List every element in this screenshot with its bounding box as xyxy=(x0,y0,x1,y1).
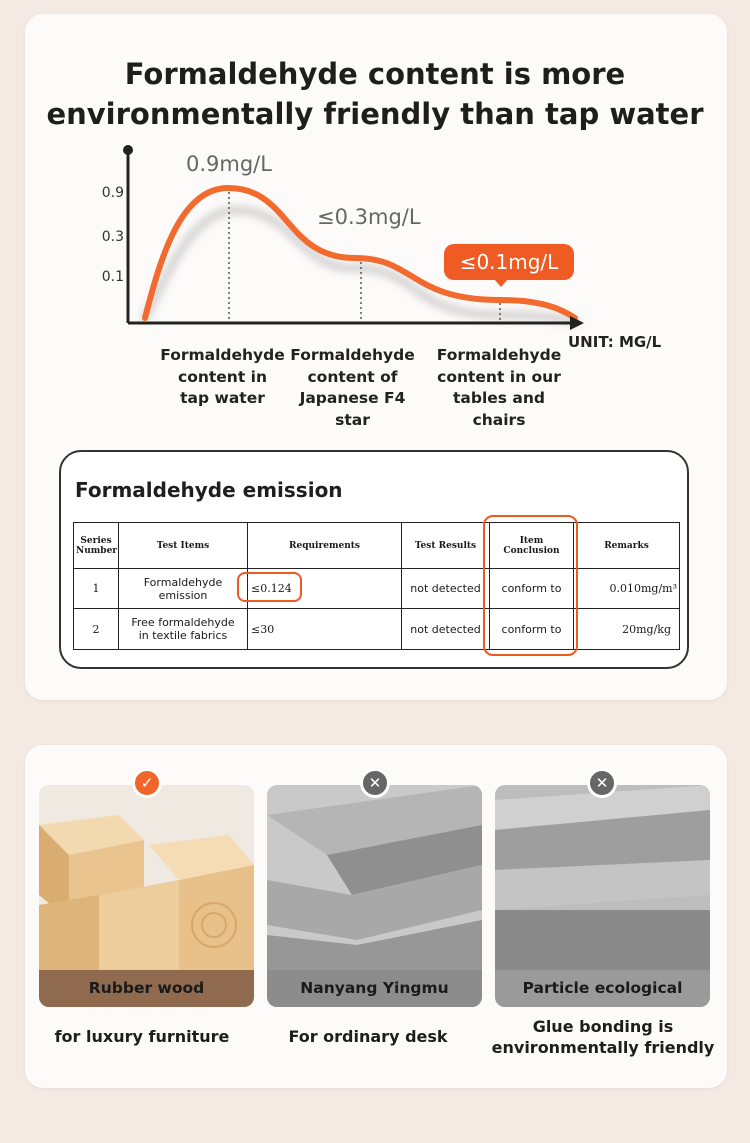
cross-icon: ✕ xyxy=(360,768,390,798)
y-tick-0-9: 0.9 xyxy=(101,185,124,201)
cell-item: Formaldehyde emission xyxy=(119,569,248,609)
table-header-row xyxy=(74,523,680,569)
rubber-wood-subtitle: for luxury furniture xyxy=(54,1027,230,1046)
rubber-wood-image xyxy=(39,785,254,1007)
cross-icon: ✕ xyxy=(587,768,617,798)
check-icon: ✓ xyxy=(132,768,162,798)
particle-board-subtitle: Glue bonding is environmentally friendly xyxy=(491,1017,715,1057)
cell-remarks: 20mg/kg xyxy=(574,609,680,650)
table-row xyxy=(74,609,680,650)
emission-table xyxy=(73,522,680,650)
header-test-results: Test Results xyxy=(402,523,490,569)
cell-num: 1 xyxy=(74,569,119,609)
callout-japanese-f4: ≤0.3mg/L xyxy=(317,205,421,229)
header-series: Series Number xyxy=(74,523,119,569)
header-test-items: Test Items xyxy=(119,523,248,569)
rubber-wood-label: Rubber wood xyxy=(88,979,205,997)
unit-label: UNIT: MG/L xyxy=(568,333,662,351)
cell-result: not detected xyxy=(402,609,490,650)
nanyang-yingmu-subtitle: For ordinary desk xyxy=(288,1027,448,1046)
y-axis-dot xyxy=(123,145,133,155)
headline-line-1: Formaldehyde content is more xyxy=(124,57,626,91)
requirement-highlight xyxy=(237,572,302,602)
y-tick-0-1: 0.1 xyxy=(101,269,124,285)
cell-num: 2 xyxy=(74,609,119,650)
y-tick-0-3: 0.3 xyxy=(101,229,124,245)
cell-conclusion: conform to xyxy=(490,609,574,650)
category-our-tables: Formaldehyde content in our tables and chairs xyxy=(436,346,562,429)
table-row xyxy=(74,569,680,609)
cell-item: Free formaldehyde in textile fabrics xyxy=(119,609,248,650)
nanyang-yingmu-image xyxy=(267,785,482,1007)
header-remarks: Remarks xyxy=(574,523,680,569)
header-conclusion: Item Conclusion xyxy=(490,523,574,569)
nanyang-yingmu-label: Nanyang Yingmu xyxy=(300,979,449,997)
cell-remarks: 0.010mg/m³ xyxy=(574,569,680,609)
callout-tap-water: 0.9mg/L xyxy=(186,152,272,176)
cell-requirement: ≤0.124 xyxy=(248,569,402,609)
cell-result: not detected xyxy=(402,569,490,609)
cell-conclusion: conform to xyxy=(490,569,574,609)
particle-board-image xyxy=(495,785,710,1007)
emission-title: Formaldehyde emission xyxy=(75,478,343,502)
cell-requirement: ≤30 xyxy=(248,609,402,650)
headline-line-2: environmentally friendly than tap water xyxy=(46,97,704,131)
category-tap-water: Formaldehyde content in tap water xyxy=(160,346,285,407)
particle-board-label: Particle ecological xyxy=(522,979,683,997)
header-requirements: Requirements xyxy=(248,523,402,569)
conclusion-highlight xyxy=(483,515,578,656)
callout-our-products: ≤0.1mg/L xyxy=(444,244,574,280)
badge-tail xyxy=(494,279,508,287)
category-japanese-f4: Formaldehyde content of Japanese F4 star xyxy=(290,346,415,429)
